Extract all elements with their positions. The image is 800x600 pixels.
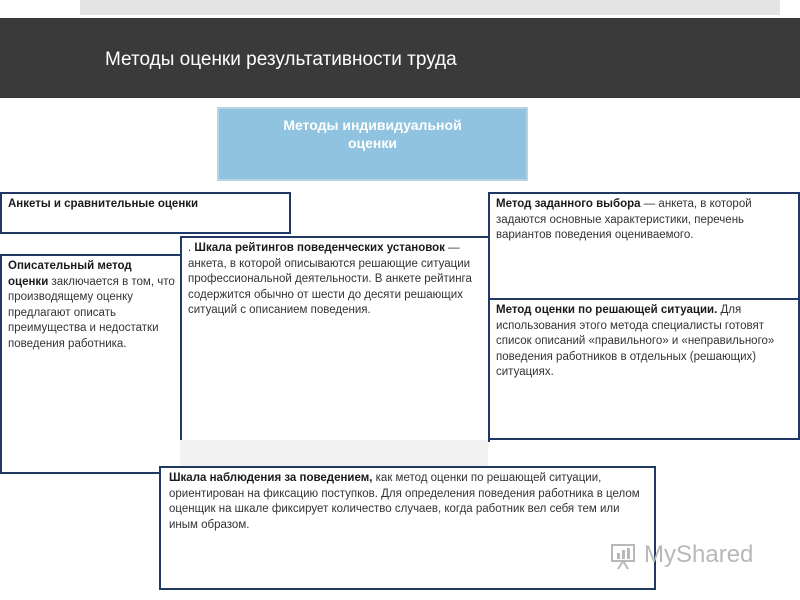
box-zadannyi-vybor	[488, 192, 800, 300]
reshayu-heading: Метод оценки по решающей ситуации.	[496, 304, 718, 316]
opis-heading: Описательный метод оценки	[8, 260, 132, 288]
center-title-line2: оценки	[347, 135, 397, 151]
box-shkala-reitingov	[180, 236, 490, 442]
box-opisatelnyi	[0, 254, 183, 474]
nablud-text: как метод оценки по решающей ситуации, ориентирован на фиксацию поступков. Для определения поведения работника в целом оценщик на шкале фиксирует количество случаев, когда работник вел себя тем или иным образом.	[169, 472, 640, 531]
box-nablyudenie	[159, 466, 656, 590]
nablud-heading: Шкала наблюдения за поведением,	[169, 472, 373, 484]
page-title: Методы оценки результативности труда	[105, 49, 457, 70]
opis-text: заключается в том, что производящему оценку предлагают описать преимущества и недостатки поведения работника.	[8, 275, 175, 350]
shkala-prefix: .	[188, 242, 195, 254]
zadannyi-text: — анкета, в которой задаются основные характеристики, перечень вариантов поведения оцениваемого.	[496, 198, 752, 241]
center-title-line1: Методы индивидуальной	[283, 117, 462, 133]
zadannyi-heading: Метод заданного выбора	[496, 198, 641, 210]
individual-methods-box	[217, 107, 528, 181]
top-strip	[80, 0, 780, 15]
box-reshayushchaya-situaciya	[488, 298, 800, 440]
ankety-heading: Анкеты и сравнительные оценки	[8, 198, 199, 210]
box-ankety	[0, 192, 291, 234]
watermark-text: MyShared	[644, 541, 754, 568]
reshayu-text: Для использования этого метода специалисты готовят список описаний «правильного» и «неправильного» поведения работников в отдельных (решающих) ситуациях.	[496, 304, 775, 378]
shkala-heading: Шкала рейтингов поведенческих установок	[194, 242, 445, 254]
shadow-strip	[180, 440, 488, 468]
shkala-text: — анкета, в которой описываются решающие ситуации профессиональной деятельности. В анкете рейтинга содержится обычно от шести до десяти решающих ситуаций с описанием поведения.	[188, 242, 472, 316]
presentation-board-icon	[610, 542, 636, 570]
